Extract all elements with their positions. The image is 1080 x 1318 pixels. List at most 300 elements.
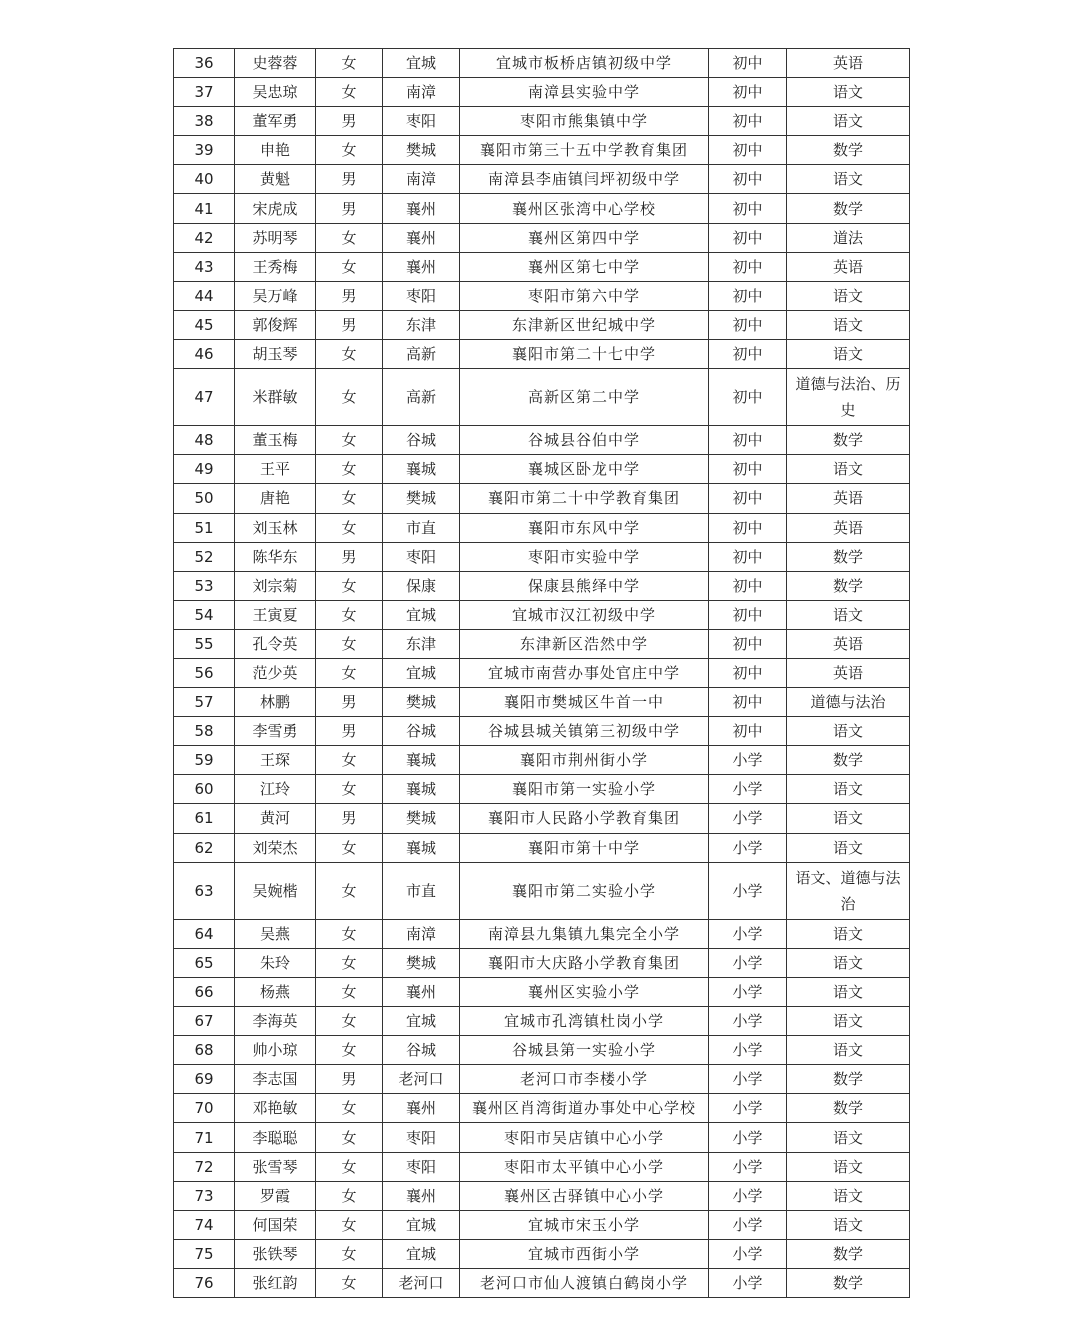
cell-area: 宜城 [383, 49, 460, 78]
cell-number: 46 [174, 339, 235, 368]
cell-number: 49 [174, 455, 235, 484]
table-row [174, 455, 910, 484]
cell-school: 襄阳市大庆路小学教育集团 [460, 948, 709, 977]
cell-gender: 女 [316, 223, 383, 252]
cell-school: 宜城市宋玉小学 [460, 1210, 709, 1239]
cell-subject: 语文 [787, 1123, 910, 1152]
cell-name: 唐艳 [235, 484, 316, 513]
table-row [174, 658, 910, 687]
table-row [174, 948, 910, 977]
cell-subject: 语文 [787, 339, 910, 368]
cell-gender: 女 [316, 455, 383, 484]
cell-level: 初中 [709, 369, 787, 426]
cell-subject: 语文 [787, 919, 910, 948]
table-row [174, 513, 910, 542]
cell-level: 小学 [709, 746, 787, 775]
cell-name: 张红韵 [235, 1268, 316, 1297]
cell-gender: 女 [316, 571, 383, 600]
cell-name: 林鹏 [235, 688, 316, 717]
cell-area: 樊城 [383, 136, 460, 165]
cell-subject: 语文 [787, 1036, 910, 1065]
cell-number: 74 [174, 1210, 235, 1239]
cell-school: 南漳县实验中学 [460, 78, 709, 107]
table-row [174, 426, 910, 455]
cell-number: 52 [174, 542, 235, 571]
cell-school: 老河口市仙人渡镇白鹤岗小学 [460, 1268, 709, 1297]
cell-subject: 数学 [787, 746, 910, 775]
cell-area: 宜城 [383, 658, 460, 687]
cell-area: 南漳 [383, 165, 460, 194]
cell-school: 襄阳市第二实验小学 [460, 862, 709, 919]
cell-school: 枣阳市熊集镇中学 [460, 107, 709, 136]
cell-name: 刘玉林 [235, 513, 316, 542]
table-row [174, 978, 910, 1007]
cell-subject: 语文 [787, 165, 910, 194]
cell-gender: 女 [316, 629, 383, 658]
cell-level: 初中 [709, 339, 787, 368]
cell-subject: 数学 [787, 136, 910, 165]
cell-school: 谷城县城关镇第三初级中学 [460, 717, 709, 746]
cell-area: 襄城 [383, 455, 460, 484]
cell-area: 宜城 [383, 600, 460, 629]
cell-school: 高新区第二中学 [460, 369, 709, 426]
table-row [174, 1239, 910, 1268]
cell-gender: 女 [316, 1007, 383, 1036]
table-row [174, 717, 910, 746]
cell-level: 小学 [709, 862, 787, 919]
cell-number: 73 [174, 1181, 235, 1210]
cell-area: 宜城 [383, 1007, 460, 1036]
cell-school: 谷城县第一实验小学 [460, 1036, 709, 1065]
cell-area: 樊城 [383, 948, 460, 977]
table-row [174, 165, 910, 194]
cell-school: 宜城市南营办事处官庄中学 [460, 658, 709, 687]
cell-subject: 语文 [787, 804, 910, 833]
cell-level: 初中 [709, 136, 787, 165]
cell-number: 37 [174, 78, 235, 107]
cell-level: 初中 [709, 542, 787, 571]
cell-subject: 道德与法治 [787, 688, 910, 717]
cell-school: 襄阳市荆州街小学 [460, 746, 709, 775]
cell-area: 保康 [383, 571, 460, 600]
cell-subject: 语文 [787, 600, 910, 629]
cell-level: 初中 [709, 194, 787, 223]
cell-area: 樊城 [383, 484, 460, 513]
cell-number: 63 [174, 862, 235, 919]
cell-school: 襄州区实验小学 [460, 978, 709, 1007]
cell-number: 75 [174, 1239, 235, 1268]
cell-area: 襄城 [383, 746, 460, 775]
table-row [174, 629, 910, 658]
cell-number: 72 [174, 1152, 235, 1181]
cell-subject: 语文 [787, 310, 910, 339]
table-row [174, 919, 910, 948]
cell-gender: 女 [316, 1239, 383, 1268]
cell-name: 吴婉楷 [235, 862, 316, 919]
cell-number: 65 [174, 948, 235, 977]
cell-gender: 男 [316, 310, 383, 339]
cell-area: 枣阳 [383, 1152, 460, 1181]
table-row [174, 1094, 910, 1123]
cell-level: 初中 [709, 484, 787, 513]
cell-subject: 语文 [787, 1007, 910, 1036]
cell-level: 初中 [709, 49, 787, 78]
cell-number: 54 [174, 600, 235, 629]
cell-gender: 女 [316, 1094, 383, 1123]
table-row [174, 862, 910, 919]
cell-number: 40 [174, 165, 235, 194]
table-row [174, 223, 910, 252]
cell-area: 高新 [383, 339, 460, 368]
cell-gender: 女 [316, 746, 383, 775]
cell-name: 吴忠琼 [235, 78, 316, 107]
cell-area: 襄州 [383, 223, 460, 252]
cell-name: 胡玉琴 [235, 339, 316, 368]
cell-gender: 男 [316, 281, 383, 310]
cell-subject: 语文 [787, 1210, 910, 1239]
cell-area: 老河口 [383, 1065, 460, 1094]
cell-school: 宜城市汉江初级中学 [460, 600, 709, 629]
cell-school: 枣阳市太平镇中心小学 [460, 1152, 709, 1181]
cell-name: 米群敏 [235, 369, 316, 426]
cell-school: 宜城市孔湾镇杜岗小学 [460, 1007, 709, 1036]
cell-gender: 女 [316, 1210, 383, 1239]
cell-gender: 男 [316, 107, 383, 136]
cell-number: 58 [174, 717, 235, 746]
table-row [174, 49, 910, 78]
cell-subject: 英语 [787, 513, 910, 542]
cell-number: 62 [174, 833, 235, 862]
cell-area: 樊城 [383, 804, 460, 833]
cell-level: 小学 [709, 1181, 787, 1210]
cell-name: 帅小琼 [235, 1036, 316, 1065]
table-row [174, 484, 910, 513]
table-row [174, 775, 910, 804]
cell-name: 黄魁 [235, 165, 316, 194]
cell-school: 襄阳市第三十五中学教育集团 [460, 136, 709, 165]
cell-subject: 语文 [787, 455, 910, 484]
cell-name: 吴燕 [235, 919, 316, 948]
cell-area: 襄州 [383, 1181, 460, 1210]
cell-name: 李聪聪 [235, 1123, 316, 1152]
cell-number: 71 [174, 1123, 235, 1152]
cell-number: 41 [174, 194, 235, 223]
teacher-roster-table [173, 48, 910, 1298]
cell-name: 申艳 [235, 136, 316, 165]
cell-subject: 语文 [787, 281, 910, 310]
cell-name: 王琛 [235, 746, 316, 775]
cell-area: 枣阳 [383, 281, 460, 310]
cell-name: 董玉梅 [235, 426, 316, 455]
cell-school: 襄州区第四中学 [460, 223, 709, 252]
cell-level: 小学 [709, 1007, 787, 1036]
cell-subject: 数学 [787, 194, 910, 223]
cell-number: 53 [174, 571, 235, 600]
table-row [174, 833, 910, 862]
cell-subject: 数学 [787, 1268, 910, 1297]
cell-gender: 女 [316, 136, 383, 165]
cell-area: 高新 [383, 369, 460, 426]
cell-name: 刘宗菊 [235, 571, 316, 600]
cell-gender: 女 [316, 833, 383, 862]
cell-level: 初中 [709, 426, 787, 455]
cell-name: 孔令英 [235, 629, 316, 658]
cell-gender: 女 [316, 948, 383, 977]
cell-subject: 数学 [787, 1065, 910, 1094]
table-row [174, 571, 910, 600]
cell-name: 史蓉蓉 [235, 49, 316, 78]
cell-level: 初中 [709, 717, 787, 746]
table-row [174, 107, 910, 136]
table-row [174, 1123, 910, 1152]
cell-subject: 道法 [787, 223, 910, 252]
cell-school: 襄城区卧龙中学 [460, 455, 709, 484]
cell-area: 襄州 [383, 978, 460, 1007]
cell-name: 董军勇 [235, 107, 316, 136]
table-row [174, 252, 910, 281]
cell-number: 55 [174, 629, 235, 658]
cell-name: 李雪勇 [235, 717, 316, 746]
cell-number: 59 [174, 746, 235, 775]
cell-subject: 英语 [787, 629, 910, 658]
cell-number: 67 [174, 1007, 235, 1036]
cell-gender: 女 [316, 658, 383, 687]
cell-name: 张雪琴 [235, 1152, 316, 1181]
cell-level: 初中 [709, 281, 787, 310]
cell-subject: 英语 [787, 658, 910, 687]
cell-name: 杨燕 [235, 978, 316, 1007]
cell-school: 枣阳市实验中学 [460, 542, 709, 571]
cell-name: 何国荣 [235, 1210, 316, 1239]
cell-gender: 女 [316, 78, 383, 107]
cell-gender: 男 [316, 542, 383, 571]
cell-number: 44 [174, 281, 235, 310]
cell-name: 朱玲 [235, 948, 316, 977]
cell-number: 38 [174, 107, 235, 136]
cell-area: 枣阳 [383, 1123, 460, 1152]
cell-subject: 语文 [787, 948, 910, 977]
cell-area: 樊城 [383, 688, 460, 717]
cell-number: 45 [174, 310, 235, 339]
table-row [174, 1152, 910, 1181]
cell-gender: 女 [316, 252, 383, 281]
cell-level: 初中 [709, 600, 787, 629]
cell-school: 南漳县李庙镇闫坪初级中学 [460, 165, 709, 194]
cell-subject: 语文 [787, 78, 910, 107]
cell-gender: 女 [316, 426, 383, 455]
cell-gender: 女 [316, 1268, 383, 1297]
table-row [174, 746, 910, 775]
cell-number: 64 [174, 919, 235, 948]
cell-gender: 女 [316, 978, 383, 1007]
cell-name: 王秀梅 [235, 252, 316, 281]
cell-school: 枣阳市吴店镇中心小学 [460, 1123, 709, 1152]
table-row [174, 1210, 910, 1239]
cell-level: 小学 [709, 1152, 787, 1181]
cell-level: 初中 [709, 629, 787, 658]
cell-subject: 语文 [787, 978, 910, 1007]
cell-gender: 女 [316, 49, 383, 78]
cell-level: 小学 [709, 1268, 787, 1297]
cell-gender: 男 [316, 804, 383, 833]
cell-gender: 女 [316, 775, 383, 804]
cell-gender: 女 [316, 484, 383, 513]
cell-subject: 英语 [787, 252, 910, 281]
cell-gender: 男 [316, 717, 383, 746]
cell-subject: 语文 [787, 1152, 910, 1181]
cell-level: 初中 [709, 223, 787, 252]
cell-level: 初中 [709, 165, 787, 194]
cell-level: 初中 [709, 252, 787, 281]
cell-area: 宜城 [383, 1239, 460, 1268]
cell-gender: 男 [316, 165, 383, 194]
cell-subject: 英语 [787, 484, 910, 513]
cell-name: 江玲 [235, 775, 316, 804]
cell-number: 69 [174, 1065, 235, 1094]
cell-number: 76 [174, 1268, 235, 1297]
table-row [174, 600, 910, 629]
table-row [174, 1007, 910, 1036]
table-row [174, 281, 910, 310]
cell-school: 东津新区世纪城中学 [460, 310, 709, 339]
table-row [174, 194, 910, 223]
cell-level: 小学 [709, 1094, 787, 1123]
table-row [174, 369, 910, 426]
cell-gender: 女 [316, 513, 383, 542]
cell-gender: 男 [316, 1065, 383, 1094]
cell-area: 襄州 [383, 1094, 460, 1123]
cell-school: 宜城市板桥店镇初级中学 [460, 49, 709, 78]
cell-level: 小学 [709, 1123, 787, 1152]
cell-school: 襄州区第七中学 [460, 252, 709, 281]
cell-subject: 语文、道德与法治 [787, 862, 910, 919]
cell-level: 小学 [709, 948, 787, 977]
cell-name: 王平 [235, 455, 316, 484]
cell-number: 66 [174, 978, 235, 1007]
cell-name: 宋虎成 [235, 194, 316, 223]
cell-area: 襄州 [383, 252, 460, 281]
cell-subject: 道德与法治、历史 [787, 369, 910, 426]
table-row [174, 1181, 910, 1210]
cell-number: 68 [174, 1036, 235, 1065]
cell-level: 小学 [709, 833, 787, 862]
cell-area: 谷城 [383, 717, 460, 746]
cell-area: 东津 [383, 629, 460, 658]
cell-name: 吴万峰 [235, 281, 316, 310]
cell-subject: 语文 [787, 833, 910, 862]
cell-level: 小学 [709, 1239, 787, 1268]
cell-school: 襄州区张湾中心学校 [460, 194, 709, 223]
cell-area: 枣阳 [383, 542, 460, 571]
table-row [174, 542, 910, 571]
cell-level: 初中 [709, 513, 787, 542]
cell-level: 初中 [709, 455, 787, 484]
cell-level: 小学 [709, 804, 787, 833]
cell-number: 36 [174, 49, 235, 78]
cell-area: 谷城 [383, 426, 460, 455]
cell-subject: 英语 [787, 49, 910, 78]
cell-school: 襄州区肖湾街道办事处中心学校 [460, 1094, 709, 1123]
cell-gender: 女 [316, 1181, 383, 1210]
cell-school: 枣阳市第六中学 [460, 281, 709, 310]
table-row [174, 339, 910, 368]
cell-name: 邓艳敏 [235, 1094, 316, 1123]
cell-level: 初中 [709, 658, 787, 687]
cell-name: 苏明琴 [235, 223, 316, 252]
cell-gender: 女 [316, 600, 383, 629]
cell-area: 谷城 [383, 1036, 460, 1065]
cell-area: 南漳 [383, 78, 460, 107]
cell-area: 市直 [383, 862, 460, 919]
table-row [174, 78, 910, 107]
cell-school: 南漳县九集镇九集完全小学 [460, 919, 709, 948]
cell-subject: 数学 [787, 426, 910, 455]
cell-level: 初中 [709, 78, 787, 107]
cell-subject: 数学 [787, 571, 910, 600]
cell-gender: 男 [316, 688, 383, 717]
cell-school: 襄阳市第二十七中学 [460, 339, 709, 368]
cell-area: 襄城 [383, 775, 460, 804]
table-row [174, 310, 910, 339]
cell-number: 61 [174, 804, 235, 833]
cell-gender: 女 [316, 862, 383, 919]
cell-name: 范少英 [235, 658, 316, 687]
cell-school: 襄阳市樊城区牛首一中 [460, 688, 709, 717]
cell-gender: 女 [316, 1036, 383, 1065]
cell-name: 李志国 [235, 1065, 316, 1094]
cell-area: 东津 [383, 310, 460, 339]
cell-number: 42 [174, 223, 235, 252]
cell-gender: 女 [316, 919, 383, 948]
cell-school: 老河口市李楼小学 [460, 1065, 709, 1094]
cell-level: 小学 [709, 775, 787, 804]
cell-school: 襄阳市第十中学 [460, 833, 709, 862]
cell-gender: 女 [316, 339, 383, 368]
cell-subject: 数学 [787, 1094, 910, 1123]
cell-number: 48 [174, 426, 235, 455]
cell-school: 宜城市西街小学 [460, 1239, 709, 1268]
cell-area: 襄州 [383, 194, 460, 223]
cell-school: 襄州区古驿镇中心小学 [460, 1181, 709, 1210]
cell-number: 43 [174, 252, 235, 281]
cell-name: 郭俊辉 [235, 310, 316, 339]
cell-number: 57 [174, 688, 235, 717]
cell-number: 60 [174, 775, 235, 804]
cell-number: 56 [174, 658, 235, 687]
cell-subject: 数学 [787, 542, 910, 571]
cell-school: 保康县熊绎中学 [460, 571, 709, 600]
cell-level: 小学 [709, 1065, 787, 1094]
cell-level: 初中 [709, 688, 787, 717]
cell-number: 50 [174, 484, 235, 513]
cell-subject: 语文 [787, 1181, 910, 1210]
cell-level: 小学 [709, 978, 787, 1007]
cell-gender: 女 [316, 369, 383, 426]
cell-school: 襄阳市东风中学 [460, 513, 709, 542]
cell-subject: 语文 [787, 717, 910, 746]
cell-area: 枣阳 [383, 107, 460, 136]
cell-level: 小学 [709, 919, 787, 948]
cell-area: 南漳 [383, 919, 460, 948]
cell-level: 初中 [709, 571, 787, 600]
cell-area: 宜城 [383, 1210, 460, 1239]
cell-level: 初中 [709, 310, 787, 339]
cell-area: 市直 [383, 513, 460, 542]
table-row [174, 804, 910, 833]
cell-school: 襄阳市人民路小学教育集团 [460, 804, 709, 833]
cell-subject: 语文 [787, 775, 910, 804]
table-row [174, 688, 910, 717]
